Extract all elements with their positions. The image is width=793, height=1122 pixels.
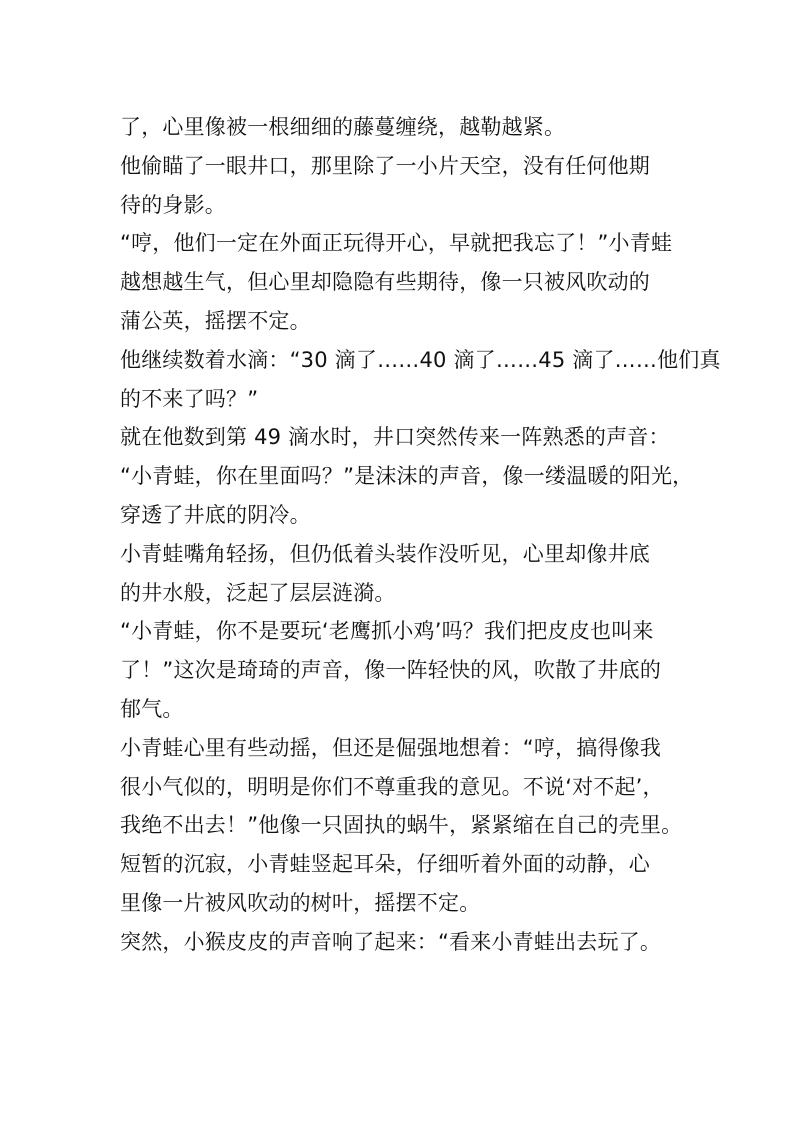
text-line: 很小气似的，明明是你们不尊重我的意见。不说‘对不起’，	[120, 774, 664, 799]
text-line: “哼，他们一定在外面正玩得开心，早就把我忘了！”小青蛙	[120, 231, 673, 256]
text-line: 了，心里像被一根细细的藤蔓缠绕，越勒越紧。	[120, 115, 566, 139]
text-line: 郁气。	[120, 696, 184, 721]
text-line: 的井水般，泛起了层层涟漪。	[120, 580, 396, 605]
text-line: 的不来了吗？”	[120, 386, 259, 411]
text-line: 我绝不出去！”他像一只固执的蜗牛，紧紧缩在自己的壳里。	[120, 813, 683, 838]
text-line: 小青蛙嘴角轻扬，但仍低着头装作没听见，心里却像井底	[120, 541, 650, 566]
text-line: 就在他数到第 49 滴水时，井口突然传来一阵熟悉的声音：	[120, 425, 670, 450]
text-line: 突然，小猴皮皮的声音响了起来：“看来小青蛙出去玩了。	[120, 929, 662, 954]
text-line: 越想越生气，但心里却隐隐有些期待，像一只被风吹动的	[120, 270, 650, 295]
text-line: 待的身影。	[120, 192, 226, 217]
text-line: 小青蛙心里有些动摇，但还是倔强地想着：“哼，搞得像我	[120, 735, 662, 760]
text-line: 穿透了井底的阴冷。	[120, 502, 311, 527]
text-line: “小青蛙，你不是要玩‘老鹰抓小鸡’吗？我们把皮皮也叫来	[120, 619, 654, 644]
text-line: 他继续数着水滴：“30 滴了……40 滴了……45 滴了……他们真	[120, 347, 721, 372]
text-line: 里像一片被风吹动的树叶，摇摆不定。	[120, 890, 481, 915]
text-line: 蒲公英，摇摆不定。	[120, 308, 311, 333]
text-line: 他偷瞄了一眼井口，那里除了一小片天空，没有任何他期	[120, 153, 650, 178]
text-line: “小青蛙，你在里面吗？”是沫沫的声音，像一缕温暖的阳光，	[120, 464, 694, 489]
story-text	[120, 108, 721, 962]
text-line: 短暂的沉寂，小青蛙竖起耳朵，仔细听着外面的动静，心	[120, 852, 650, 877]
text-line: 了！”这次是琦琦的声音，像一阵轻快的风，吹散了井底的	[120, 658, 662, 683]
